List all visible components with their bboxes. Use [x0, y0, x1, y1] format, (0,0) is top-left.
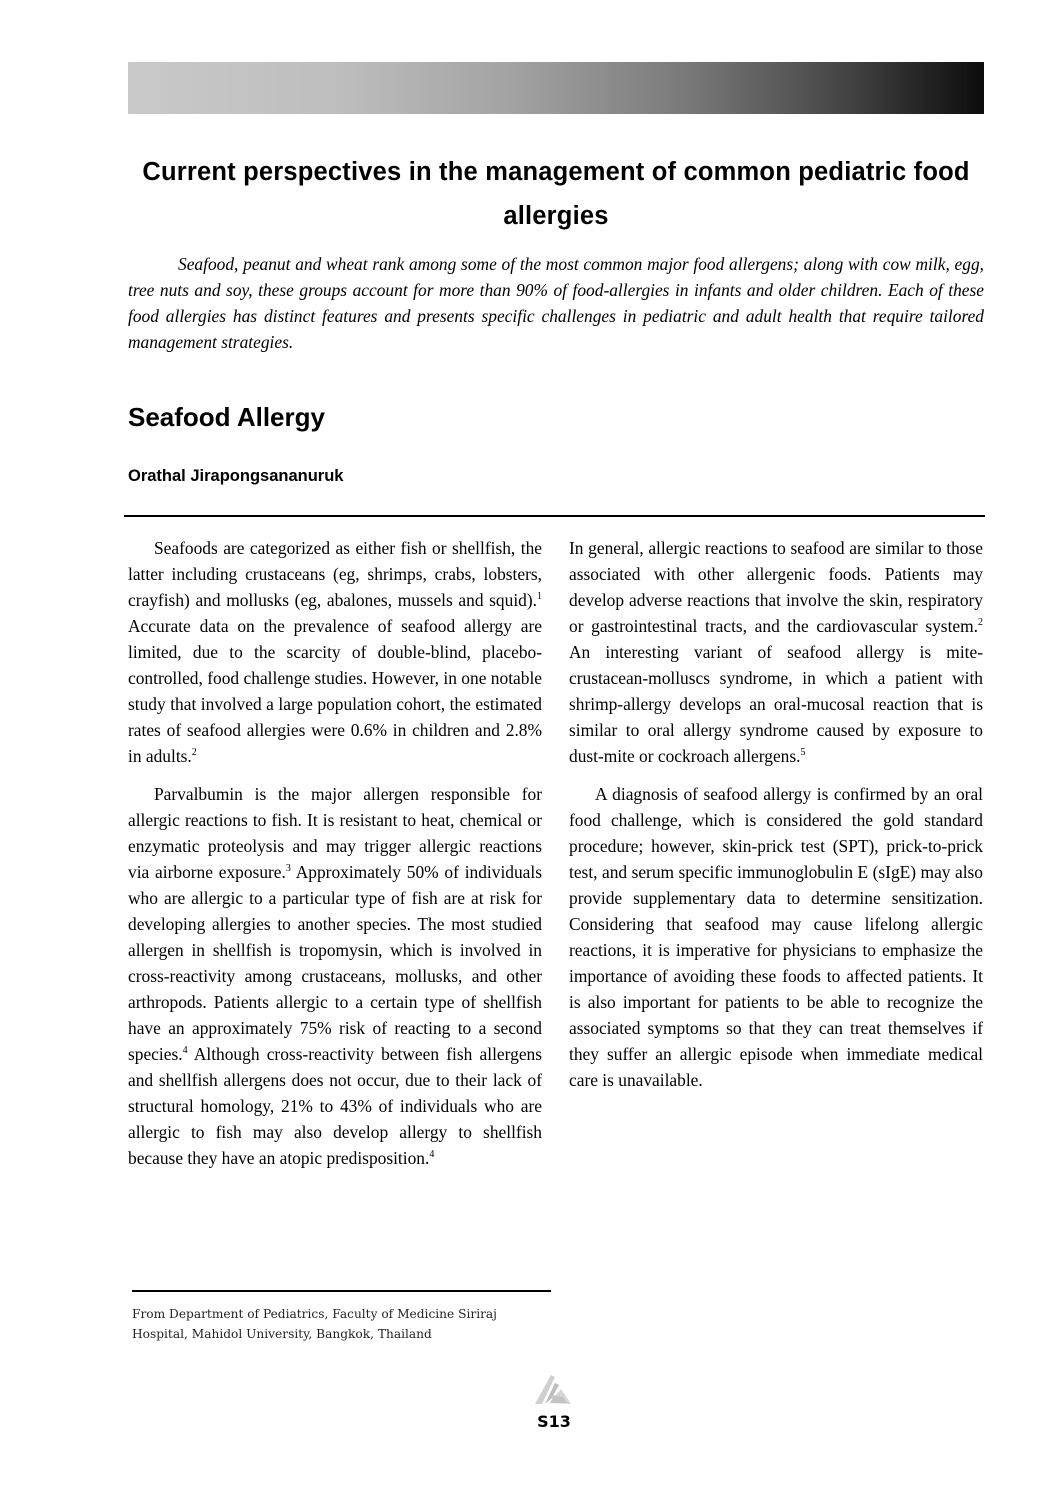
citation-ref: 2 — [191, 747, 197, 758]
paragraph-text: In general, allergic reactions to seafood are similar to those associated with other allergenic foods. Patients may develop adverse reactions that involve the skin, respiratory or gastrointestinal tracts, and the cardiovascular system. — [569, 538, 983, 636]
section-divider — [124, 515, 985, 517]
section-title: Seafood Allergy — [128, 402, 325, 432]
paragraph-text: An interesting variant of seafood allergy is mite-crustacean-molluscs syndrome, in which a patient with shrimp-allergy develops an oral-mucosal reaction that is similar to oral allergy syndrome caused by exposure to dust-mite or cockroach allergens. — [569, 642, 983, 766]
affiliation-footnote: From Department of Pediatrics, Faculty of Medicine Siriraj Hospital, Mahidol University, Bangkok, Thailand — [132, 1307, 497, 1341]
article-abstract: Seafood, peanut and wheat rank among some of the most common major food allergens; along with cow milk, egg, tree nuts and soy, these groups account for more than 90% of food-allergies in infants and older children. Each of these food allergies has distinct features and presents specific challenges in pediatric and adult health that require tailored management strategies. — [128, 254, 984, 352]
article-title: Current perspectives in the management of common pediatric food allergies — [142, 158, 970, 230]
paragraph-text: Parvalbumin is the major allergen responsible for allergic reactions to fish. It is resistant to heat, chemical or enzymatic proteolysis and may trigger allergic reactions via airborne exposure. — [128, 784, 542, 882]
journal-logo-icon — [533, 1373, 573, 1405]
paragraph-text: A diagnosis of seafood allergy is confirmed by an oral food challenge, which is considered the gold standard procedure; however, skin-prick test (SPT), prick-to-prick test, and serum specific immunoglobulin E (sIgE) may also provide supplementary data to determine sensitization. Considering that seafood may cause lifelong allergic reactions, it is imperative for physicians to emphasize the importance of avoiding these foods to affected patients. It is also important for patients to be able to recognize the associated symptoms so that they can treat themselves if they suffer an allergic episode when immediate medical care is unavailable. — [569, 784, 983, 1090]
paragraph — [569, 535, 983, 769]
paragraph-text: Seafoods are categorized as either fish or shellfish, the latter including crustaceans (eg, shrimps, crabs, lobsters, crayfish) and mollusks (eg, abalones, mussels and squid). — [128, 538, 542, 610]
paragraph-text: Although cross-reactivity between fish allergens and shellfish allergens does not occur, due to their lack of structural homology, 21% to 43% of individuals who are allergic to fish may also develop allergy to shellfish because they have an atopic predisposition. — [128, 1044, 542, 1168]
header-gradient-bar — [128, 62, 984, 114]
footnote-divider — [132, 1290, 551, 1292]
left-column — [128, 535, 542, 1183]
paragraph — [569, 781, 983, 1093]
citation-ref: 5 — [800, 747, 806, 758]
citation-ref: 4 — [429, 1149, 435, 1160]
right-column — [569, 535, 983, 1105]
citation-ref: 1 — [537, 591, 542, 602]
paragraph — [128, 781, 542, 1171]
citation-ref: 4 — [182, 1045, 188, 1056]
paragraph-text: Approximately 50% of individuals who are allergic to a particular type of fish are at risk for developing allergies to another species. The most studied allergen in shellfish is tropomysin, which is involved in cross-reactivity among crustaceans, mollusks, and other arthropods. Patients allergic to a certain type of shellfish have an approximately 75% risk of reacting to a second species. — [128, 862, 542, 1064]
citation-ref: 2 — [978, 617, 983, 628]
paragraph-text: Accurate data on the prevalence of seafood allergy are limited, due to the scarcity of double-blind, placebo-controlled, food challenge studies. However, in one notable study that involved a large population cohort, the estimated rates of seafood allergies were 0.6% in children and 2.8% in adults. — [128, 616, 542, 766]
page-number: S13 — [537, 1412, 571, 1431]
author-name: Orathal Jirapongsananuruk — [128, 467, 344, 485]
paragraph — [128, 535, 542, 769]
citation-ref: 3 — [285, 863, 291, 874]
